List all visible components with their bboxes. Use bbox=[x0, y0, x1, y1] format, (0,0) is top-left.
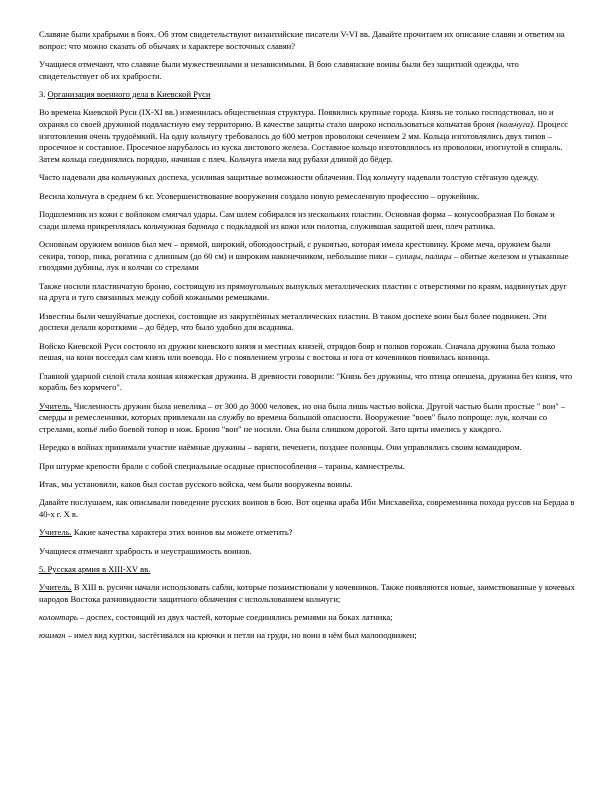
paragraph bbox=[39, 479, 575, 491]
italic-term: (кольчуга). bbox=[496, 119, 536, 129]
text-run: Итак, мы установили, каков был состав русского войска, чем были вооружены воины. bbox=[39, 479, 353, 489]
text-run: Весила кольчуга в среднем 6 кг. Усовершенствование вооружения создало новую ремесленную профессию – оружейник. bbox=[39, 190, 480, 201]
paragraph bbox=[39, 630, 575, 642]
paragraph bbox=[39, 461, 575, 473]
text-run: Подшлемник из кожи с войлоком смягчал удары. Сам шлем собирался из нескольких пластин. Основная форма – конусообразная По бокам и сзади шлема прикреплялась кольчужная bbox=[39, 209, 555, 231]
underlined-text: 5. Русская армия в XIII-XV вв. bbox=[39, 563, 151, 574]
paragraph bbox=[39, 89, 575, 101]
paragraph bbox=[39, 401, 575, 436]
italic-term: сулицы, палицы bbox=[395, 250, 452, 261]
text-run: Процесс изготовления очень трудоёмкий. На одну кольчугу требовалось до 600 метров проволоки сечением 2 мм. Кольца изготовлялись двух типов – просечное и составное. Просечное нарубалось из куска листового железа. Составное кольцо изготовлялось из проволоки, изогнутой в спираль. Затем кольца соединялись порядно, начиная с плеч. Кольчуга имела вид рубахи длиной до бёдер. bbox=[39, 119, 569, 165]
paragraph bbox=[39, 209, 575, 232]
paragraph bbox=[39, 59, 575, 82]
paragraph bbox=[39, 29, 575, 52]
paragraph bbox=[39, 107, 575, 166]
paragraph bbox=[39, 564, 575, 576]
text-run: Основным оружием воинов был меч – прямой, широкий, обоюдоострый, с рукоятью, которая имела крестовину. Кроме меча, оружием были секира, топор, пика, рогатина с длинным (до 60 см) и широким наконечником, небольшие пики – bbox=[39, 239, 551, 261]
paragraph bbox=[39, 546, 575, 558]
text-run: При штурме крепости брали с собой специальные осадные приспособления – тараны, камнестрелы. bbox=[39, 460, 405, 471]
text-run: Также носили пластинчатую броню, состоящую из прямоугольных выпуклых металлических пластин с отверстиями по краям, надвинутых друг на друга и туго связанных между собой кожаными ремешками. bbox=[39, 280, 567, 303]
text-run: Нередко в войнах принимали участие наёмные дружины – варяги, печенеги, позднее половцы. Они управлялись своим командиром. bbox=[39, 442, 522, 453]
text-run: Войско Киевской Руси состояло из дружин киевского князя и местных князей, отрядов бояр и полков горожан. Сначала дружина была только пешая, на кони восседал сам князь или воевода. Но с появлением угрозы с востока и юга от кочевников появилась конница. bbox=[39, 340, 556, 363]
text-run: – имел вид куртки, застёгивался на крючки и петли на груди, но воин в нём был малоподвижен; bbox=[65, 630, 417, 641]
paragraph bbox=[39, 371, 575, 394]
paragraph bbox=[39, 612, 575, 624]
underlined-text: Организация военного дела в Киевской Руси bbox=[47, 89, 211, 99]
text-run: Славяне были храбрыми в боях. Об этом свидетельствуют византийские писатели V-VI вв. Давайте прочитаем их описание славян и ответим на вопрос: что можно сказать об обычаях и характере восточных славян? bbox=[39, 29, 565, 51]
underlined-text: Учитель. bbox=[39, 400, 72, 411]
paragraph bbox=[39, 497, 575, 520]
paragraph bbox=[39, 172, 575, 184]
text-run: с подкладкой из кожи или полотна, служившая защитой шеи, плеч ратника. bbox=[218, 220, 496, 231]
text-run: Известны были чешуйчатые доспехи, состоящие из закруглённых металлических пластин. В таком доспехе воин был более подвижен. Эти доспехи делали короткими – до бёдер, что было удобно для всадника. bbox=[39, 310, 547, 333]
text-run: Численность дружин была невелика – от 300 до 3000 человек, но она была лишь частью войска. Другой частью были простые " вои" – смерды и ремесленники, которых привлекали на службу во времена большой опасности. Вооружение "воев" было попроще: лук, колчан со стрелами, копьё либо боевой топор и нож. Броню "вои" не носили. Она была слишком дорогой. Зато щиты имелись у каждого. bbox=[39, 400, 566, 435]
text-run: Давайте послушаем, как описывали поведение русских воинов в бою. Вот оценка араба Ибн Мисхавейха, современника похода руссов на Бердаа в 40-х г. X в. bbox=[39, 497, 575, 519]
italic-term: юшман bbox=[39, 630, 66, 641]
underlined-text: Учитель. bbox=[39, 582, 72, 593]
underlined-text: Учитель. bbox=[39, 527, 72, 538]
paragraph bbox=[39, 281, 575, 304]
text-run: Главной ударной силой стала конная княжеская дружина. В древности говорили: "Князь без дружины, что птица опешена, дружина без князя, что корабль без кормчего". bbox=[39, 370, 573, 393]
text-run: Учащиеся отмечают, что славяне были мужественными и независимыми. В бою славянские воины были без защитной одежды, что свидетельствует об их храбрости. bbox=[39, 59, 519, 81]
text-run: 3. bbox=[39, 89, 48, 99]
text-run: В XIII в. русичи начали использовать сабли, которые позаимствовали у кочевников. Также появляются новые, заимствованные у кочевых народов Востока разновидности защитного облачения с использованием кольчуги; bbox=[39, 582, 575, 604]
text-run: Учащиеся отмечают храбрость и неустрашимость воинов. bbox=[39, 545, 252, 556]
paragraph bbox=[39, 582, 575, 605]
paragraph bbox=[39, 527, 575, 539]
paragraph bbox=[39, 341, 575, 364]
text-run: Часто надевали два кольчужных доспеха, усиливая защитные возможности облачения. Под кольчугу надевали толстую стёганую одежду. bbox=[39, 172, 539, 183]
text-run: Во времена Киевской Руси (IX-XI вв.) изменилась общественная структура. Появились крупные города. Князь не только господствовал, но и охранял со своей дружиной подвластную ему территорию. В качестве защиты стало широко использоваться кольчатая броня bbox=[39, 107, 554, 129]
paragraph bbox=[39, 239, 575, 274]
text-run: – доспех, состоящий из двух частей, которые соединялись ремнями на боках латника; bbox=[77, 612, 393, 623]
paragraph bbox=[39, 191, 575, 203]
paragraph bbox=[39, 442, 575, 454]
italic-term: бармица bbox=[187, 220, 219, 231]
text-run: – обитые железом и утыканные гвоздями дубины, лук и колчан со стрелами bbox=[39, 250, 569, 273]
paragraph bbox=[39, 311, 575, 334]
text-run: Какие качества характера этих воинов вы можете отметить? bbox=[71, 527, 293, 538]
document-body bbox=[39, 29, 575, 649]
italic-term: колонтарь bbox=[39, 612, 78, 623]
